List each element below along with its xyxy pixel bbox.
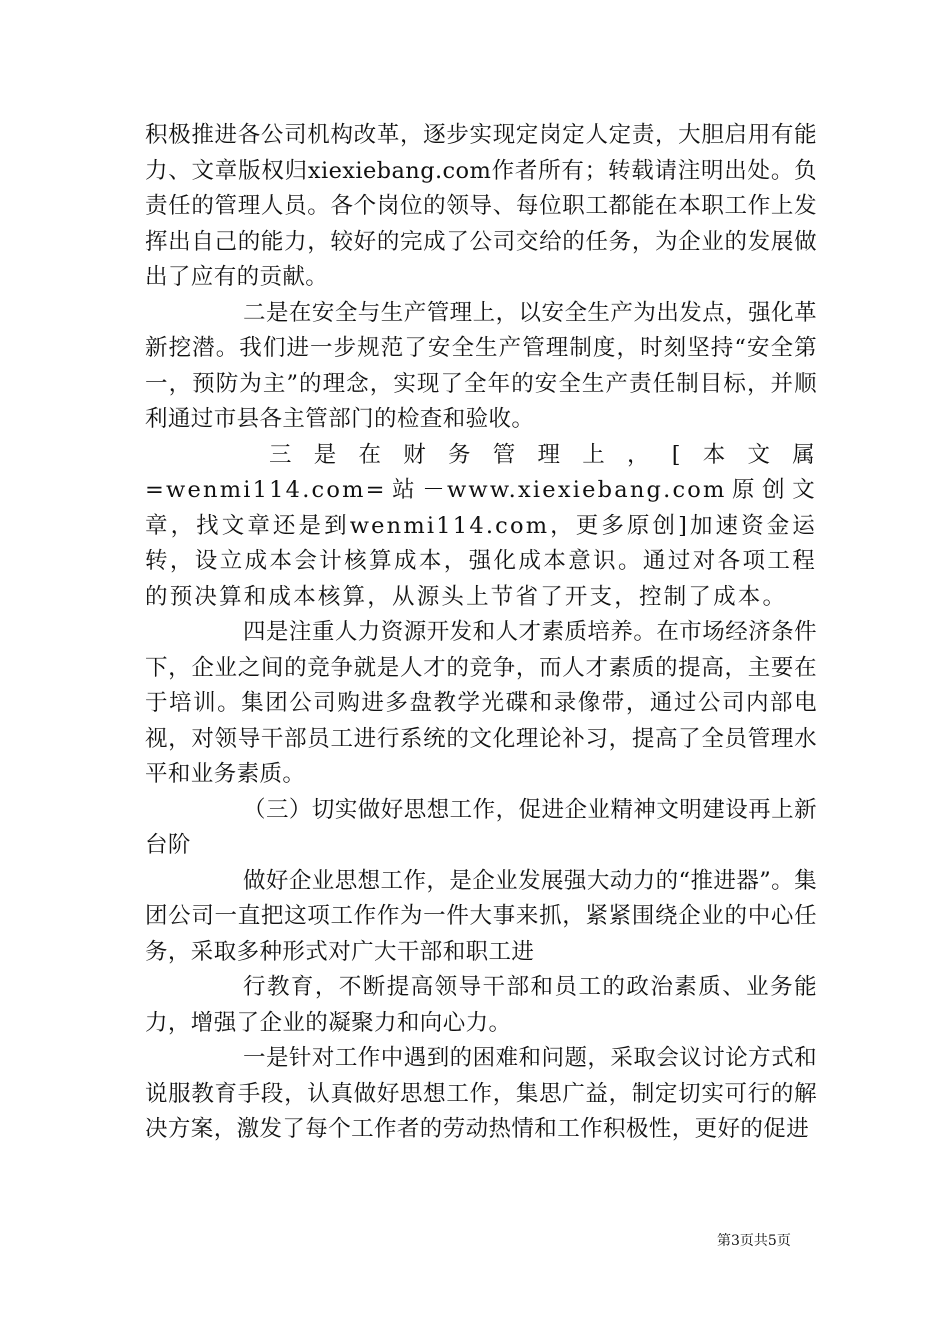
paragraph-talent: 四是注重人力资源开发和人才素质培养。在市场经济条件下，企业之间的竞争就是人才的竞争，而人才素质的提高，主要在于培训。集团公司购进多盘教学光碟和录像带，通过公司内部电视，对领导干部员工进行系统的文化理论补习，提高了全员管理水平和业务素质。 — [145, 619, 817, 787]
paragraph-education: 行教育，不断提高领导干部和员工的政治素质、业务能力，增强了企业的凝聚力和向心力。 — [145, 974, 817, 1036]
paragraph-safety: 二是在安全与生产管理上，以安全生产为出发点，强化革新挖潜。我们进一步规范了安全生产管理制度，时刻坚持“安全第一，预防为主”的理念，实现了全年的安全生产责任制目标，并顺利通过市县各主管部门的检查和验收。 — [145, 299, 817, 432]
document-body — [145, 118, 817, 1148]
paragraph-problems: 一是针对工作中遇到的困难和问题，采取会议讨论方式和说服教育手段，认真做好思想工作，集思广益，制定切实可行的解决方案，激发了每个工作者的劳动热情和工作积极性，更好的促进 — [145, 1045, 817, 1142]
paragraph-finance: 三是在财务管理上，[本文属=wenmi114.com=站－www.xiexiebang.com原创文章，找文章还是到wenmi114.com，更多原创]加速资金运转，设立成本会计核算成本，强化成本意识。通过对各项工程的预决算和成本核算，从源头上节省了开支，控制了成本。 — [145, 441, 818, 610]
page-number: 第3页共5页 — [717, 1233, 791, 1249]
paragraph-ideology: 做好企业思想工作，是企业发展强大动力的“推进器”。集团公司一直把这项工作作为一件大事来抓，紧紧围绕企业的中心任务，采取多种形式对广大干部和职工进 — [145, 867, 818, 965]
paragraph-reform: 积极推进各公司机构改革，逐步实现定岗定人定责，大胆启用有能力、文章版权归xiexiebang.com作者所有；转载请注明出处。负责任的管理人员。各个岗位的领导、每位职工都能在本职工作上发挥出自己的能力，较好的完成了公司交给的任务，为企业的发展做出了应有的贡献。 — [145, 122, 817, 290]
section-heading-three: （三）切实做好思想工作，促进企业精神文明建设再上新台阶 — [145, 796, 817, 858]
